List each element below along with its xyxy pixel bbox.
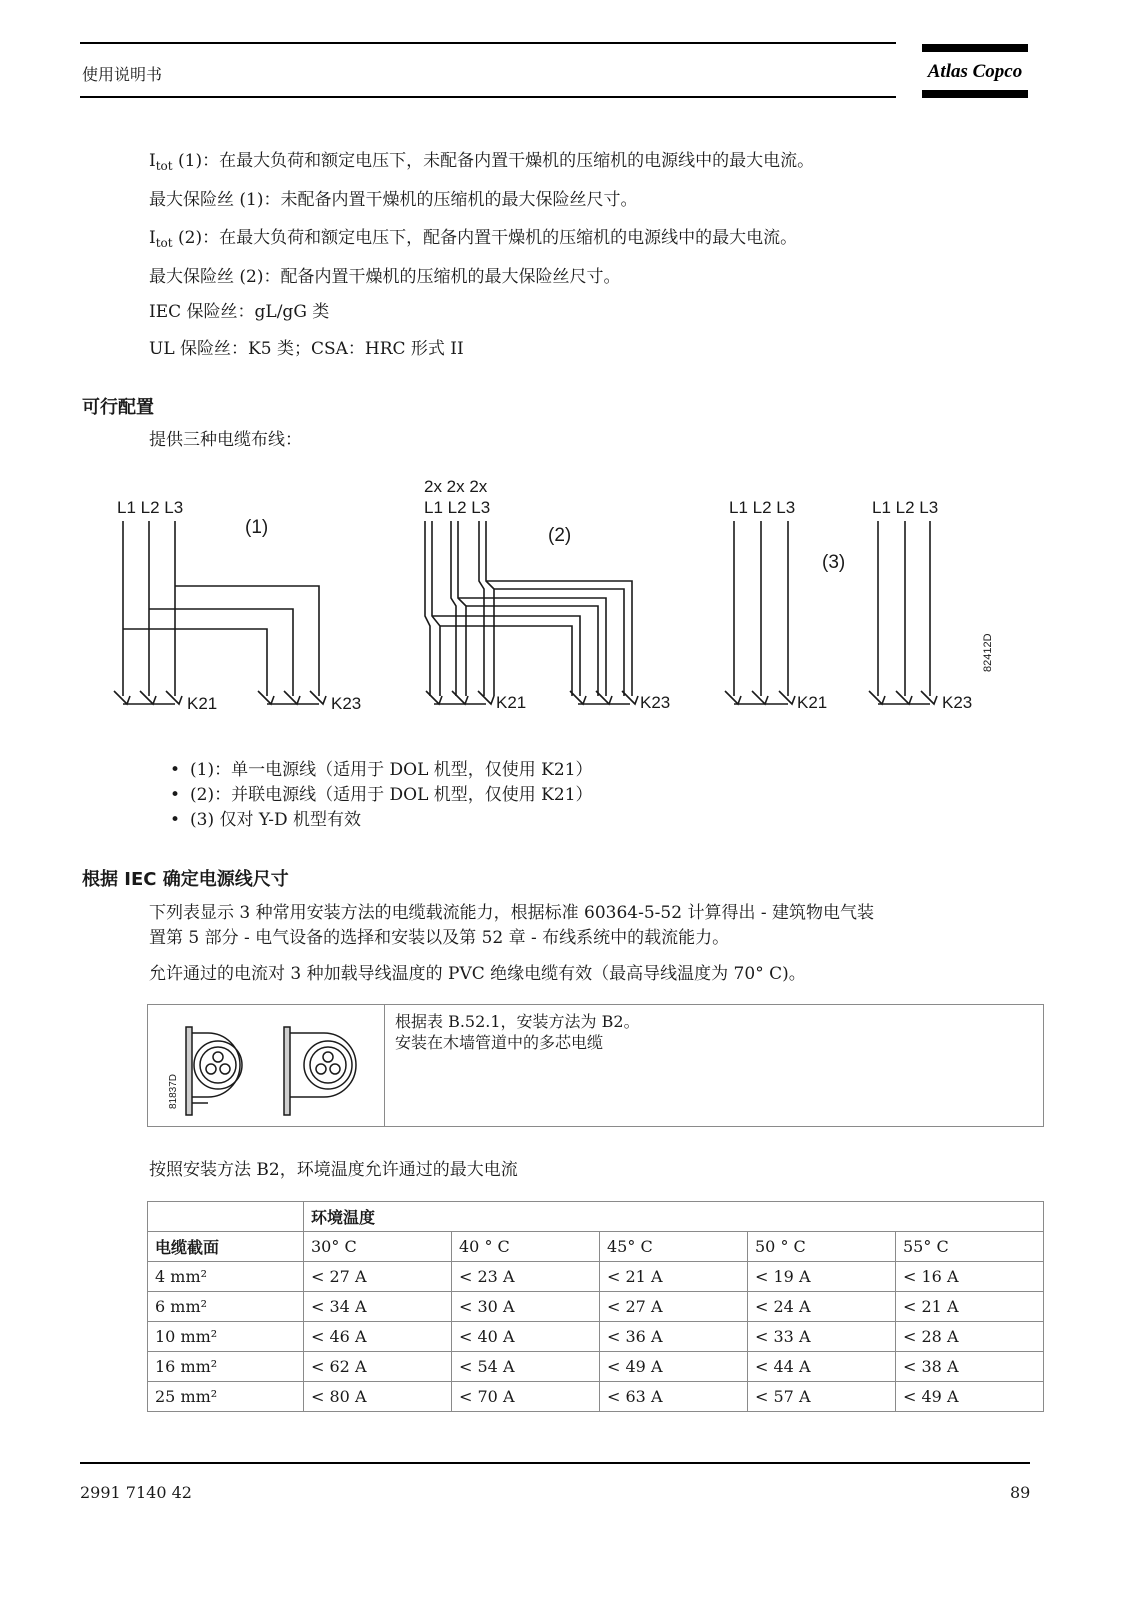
current-cell: < 62 A xyxy=(304,1352,452,1382)
method-line-2: 安装在木墙管道中的多芯电缆 xyxy=(395,1033,604,1052)
current-cell: < 16 A xyxy=(896,1262,1044,1292)
intro-line-5: IEC 保险丝：gL/gG 类 xyxy=(149,302,330,322)
cable-section-cell: 6 mm² xyxy=(148,1292,304,1322)
current-cell: < 49 A xyxy=(896,1382,1044,1412)
intro-line-2: 最大保险丝 (1)：未配备内置干燥机的压缩机的最大保险丝尺寸。 xyxy=(149,190,638,210)
cable-section-header: 电缆截面 xyxy=(148,1232,304,1262)
intro-line-6: UL 保险丝：K5 类；CSA：HRC 形式 II xyxy=(149,339,464,359)
current-cell: < 24 A xyxy=(748,1292,896,1322)
current-cell: < 19 A xyxy=(748,1262,896,1292)
current-cell: < 63 A xyxy=(600,1382,748,1412)
current-capacity-table xyxy=(147,1201,1044,1412)
iec-para-1-line-2: 置第 5 部分 - 电气设备的选择和安装以及第 52 章 - 布线系统中的载流能力。 xyxy=(149,928,730,948)
current-cell: < 33 A xyxy=(748,1322,896,1352)
bullet-item: • (1)：单一电源线（适用于 DOL 机型，仅使用 K21） xyxy=(170,758,593,783)
current-cell: < 21 A xyxy=(896,1292,1044,1322)
config-label-1: (1) xyxy=(245,517,269,538)
config-label-2: (2) xyxy=(548,525,572,546)
page-number: 89 xyxy=(1010,1483,1031,1502)
header-top-rule xyxy=(80,42,896,44)
current-cell: < 27 A xyxy=(600,1292,748,1322)
current-cell: < 28 A xyxy=(896,1322,1044,1352)
installation-method-text xyxy=(395,1011,640,1053)
intro-line-3: $I_{tot}$ (2)：在最大负荷和额定电压下，配备内置干燥机的压缩机的电源线中的最大电流。 xyxy=(149,228,798,250)
current-cell: < 44 A xyxy=(748,1352,896,1382)
table-row xyxy=(148,1382,1044,1412)
contactor-label-k21-b: K21 xyxy=(496,693,527,712)
contactor-label-k23-a: K23 xyxy=(331,694,362,713)
cable-section-cell: 16 mm² xyxy=(148,1352,304,1382)
bullet-item: • (3) 仅对 Y-D 机型有效 xyxy=(170,808,593,833)
phase-labels-3b: L1 L2 L3 xyxy=(872,498,939,517)
current-cell: < 57 A xyxy=(748,1382,896,1412)
phase-labels-3a: L1 L2 L3 xyxy=(729,498,796,517)
document-number: 2991 7140 42 xyxy=(80,1483,192,1502)
header-title: 使用说明书 xyxy=(82,65,163,84)
cable-section-cell: 10 mm² xyxy=(148,1322,304,1352)
iec-para-2: 允许通过的电流对 3 种加载导线温度的 PVC 绝缘电缆有效（最高导线温度为 70° C)。 xyxy=(149,964,806,984)
config-intro: 提供三种电缆布线： xyxy=(149,430,302,450)
temp-column-header: 30° C xyxy=(304,1232,452,1262)
current-cell: < 38 A xyxy=(896,1352,1044,1382)
method-line-1: 根据表 B.52.1，安装方法为 B2。 xyxy=(395,1012,640,1031)
iec-para-1-line-1: 下列表显示 3 种常用安装方法的电缆载流能力，根据标准 60364-5-52 计算得出 - 建筑物电气装 xyxy=(149,903,874,923)
current-cell: < 21 A xyxy=(600,1262,748,1292)
section-heading-iec: 根据 IEC 确定电源线尺寸 xyxy=(82,869,289,890)
atlas-copco-logo xyxy=(922,44,1028,98)
table-header-row xyxy=(148,1232,1044,1262)
cable-section-cell: 4 mm² xyxy=(148,1262,304,1292)
table-header-row xyxy=(148,1202,1044,1232)
contactor-label-k21-c: K21 xyxy=(797,693,828,712)
table-row xyxy=(148,1322,1044,1352)
wiring-diagram xyxy=(100,466,1020,738)
contactor-label-k21-a: K21 xyxy=(187,694,218,713)
bullet-item: • (2)：并联电源线（适用于 DOL 机型，仅使用 K21） xyxy=(170,783,593,808)
parallel-prefix-label: 2x 2x 2x xyxy=(424,477,488,496)
cable-section-cell: 25 mm² xyxy=(148,1382,304,1412)
current-cell: < 27 A xyxy=(304,1262,452,1292)
temp-column-header: 45° C xyxy=(600,1232,748,1262)
current-cell: < 54 A xyxy=(452,1352,600,1382)
figure-code-82412d: 82412D xyxy=(982,633,994,672)
current-cell: < 80 A xyxy=(304,1382,452,1412)
current-cell: < 70 A xyxy=(452,1382,600,1412)
intro-line-1: $I_{tot}$ (1)：在最大负荷和额定电压下，未配备内置干燥机的压缩机的电源线中的最大电流。 xyxy=(149,151,815,173)
current-cell: < 46 A xyxy=(304,1322,452,1352)
table-row xyxy=(148,1292,1044,1322)
contactor-symbol-k21-a xyxy=(114,691,182,704)
config-label-3: (3) xyxy=(822,552,846,573)
current-cell: < 34 A xyxy=(304,1292,452,1322)
temp-column-header: 40 ° C xyxy=(452,1232,600,1262)
current-cell: < 40 A xyxy=(452,1322,600,1352)
contactor-symbol-k23-a xyxy=(258,691,326,704)
current-cell: < 49 A xyxy=(600,1352,748,1382)
ambient-temperature-header: 环境温度 xyxy=(304,1202,1044,1232)
phase-labels-1: L1 L2 L3 xyxy=(117,498,184,517)
logo-brand-text: Atlas Copco xyxy=(927,61,1023,82)
table-caption: 按照安装方法 B2，环境温度允许通过的最大电流 xyxy=(149,1160,518,1180)
section-heading-config: 可行配置 xyxy=(82,397,154,418)
current-cell: < 36 A xyxy=(600,1322,748,1352)
intro-line-4: 最大保险丝 (2)：配备内置干燥机的压缩机的最大保险丝尺寸。 xyxy=(149,267,621,287)
contactor-label-k23-c: K23 xyxy=(942,693,973,712)
temp-column-header: 55° C xyxy=(896,1232,1044,1262)
current-cell: < 30 A xyxy=(452,1292,600,1322)
installation-method-figure xyxy=(148,1005,385,1126)
header-bottom-rule xyxy=(80,96,896,98)
config-bullet-list xyxy=(170,758,593,833)
temp-column-header: 50 ° C xyxy=(748,1232,896,1262)
current-cell: < 23 A xyxy=(452,1262,600,1292)
footer-rule xyxy=(80,1462,1030,1464)
contactor-symbol-k21-c xyxy=(725,691,795,704)
figure-code-81837d: 81837D xyxy=(168,1073,179,1109)
installation-method-box xyxy=(147,1004,1044,1127)
phase-labels-2: L1 L2 L3 xyxy=(424,498,491,517)
table-row xyxy=(148,1262,1044,1292)
contactor-symbol-k23-c xyxy=(869,691,937,704)
table-row xyxy=(148,1352,1044,1382)
contactor-label-k23-b: K23 xyxy=(640,693,671,712)
